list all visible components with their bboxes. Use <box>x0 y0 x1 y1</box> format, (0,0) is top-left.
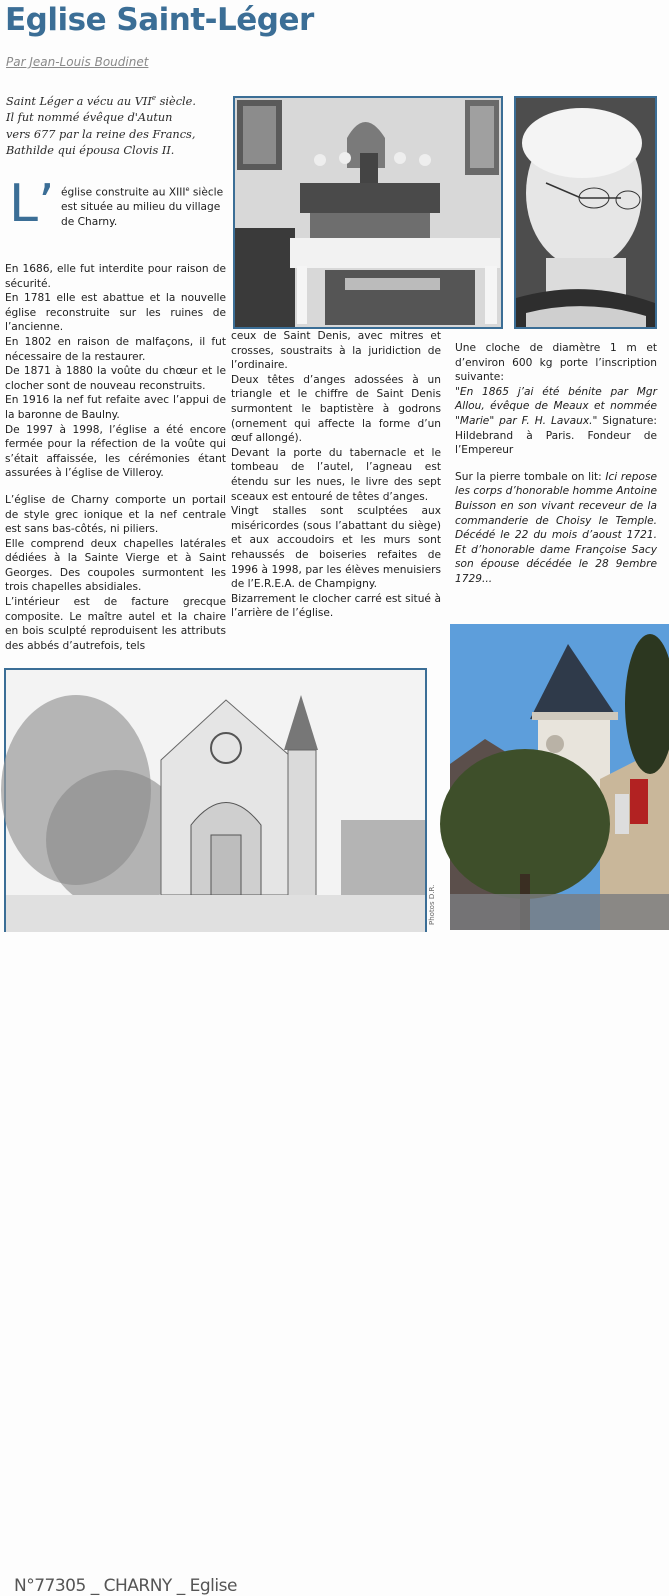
lead-line: Il fut nommé évêque d'Autun <box>6 111 173 125</box>
lead-sup: e <box>151 94 157 102</box>
paragraph <box>455 470 657 587</box>
paragraph: De 1871 à 1880 la voûte du chœur et le clocher sont de nouveau reconstruits. <box>5 365 226 392</box>
bell-inscription: "En 1865 j’ai été bénite par Mgr Allou, évêque de Meaux et nommée "Marie" par F. H. Lavaux." <box>455 385 657 427</box>
paragraph: Elle comprend deux chapelles latérales dédiées à la Sainte Vierge et à Saint Georges. Des coupoles surmontent les trois chapelles absidiales. <box>5 537 226 594</box>
lead-line: siècle. <box>156 94 196 108</box>
lead-paragraph <box>6 90 226 160</box>
drop-cap: L’ <box>9 174 55 234</box>
portrait-illustration <box>516 98 655 327</box>
bell-tower-photo <box>450 624 669 930</box>
paragraph <box>455 341 657 458</box>
paragraph: L’intérieur est de facture grecque composite. Le maître autel et la chaire en bois sculpté reproduisent les attributs des abbés d’autrefois, tels <box>5 596 226 652</box>
paragraph: En 1686, elle fut interdite pour raison de sécurité. <box>5 263 226 290</box>
column-3 <box>455 341 657 587</box>
lead-line: Saint Léger a vécu au VII <box>6 94 152 108</box>
column-1 <box>5 262 226 653</box>
lead-line: Bathilde qui épousa Clovis II. <box>6 144 175 158</box>
paragraph: ceux de Saint Denis, avec mitres et crosses, soustraits à la juridiction de l’ordinaire. <box>231 330 441 372</box>
photo-credit: Photos D.R. <box>428 884 436 925</box>
article-title: Eglise Saint-Léger <box>5 2 314 38</box>
bell-tower-illustration <box>450 624 669 930</box>
tomb-inscription: Ici repose les corps d’honorable homme Antoine Buisson en son vivant receveur de la commanderie de Choisy le Temple. Décédé le 22 du mois d’aoust 1721. Et d’honorable dame Françoise Sacy son épouse décédée le 28 9embre 1729... <box>455 470 657 585</box>
article-byline: Par Jean-Louis Boudinet <box>6 55 149 69</box>
author-portrait-photo <box>514 96 657 329</box>
drawing-caption: N°77305 _ CHARNY _ Eglise <box>14 1576 237 1596</box>
paragraph: Bizarrement le clocher carré est situé à l’arrière de l’église. <box>231 592 441 620</box>
paragraph: En 1802 en raison de malfaçons, il fut nécessaire de la restaurer. <box>5 335 226 363</box>
intro-sup: e <box>185 185 190 193</box>
bell-signature: Signature: Hildebrand à Paris. Fondeur de l’Empereur <box>455 414 657 457</box>
paragraph: Vingt stalles sont sculptées aux miséricordes (sous l’abattant du siège) et aux accoudoirs et les murs sont rehaussés de boiseries refaites de 1996 à 1998, par les élèves menuisiers de l’E.R.E.A. de Champigny. <box>231 505 441 591</box>
paragraph: De 1997 à 1998, l’église a été encore fermée pour la réfection de la voûte qui s’était affaissée, les cérémonies étant assurées à l’église de Villeroy. <box>5 423 226 480</box>
church-drawing <box>4 668 427 1596</box>
church-sketch <box>6 670 425 932</box>
paragraph: Devant la porte du tabernacle et le tombeau de l’autel, l’agneau est étendu sur les nues, le livre des sept sceaux est entouré de têtes d’anges. <box>231 446 441 503</box>
paragraph: L’église de Charny comporte un portail de style grec ionique et la nef centrale est sans bas-côtés, ni piliers. <box>5 493 226 536</box>
lead-line: vers 677 par la reine des Francs, <box>6 127 196 141</box>
paragraph: En 1781 elle est abattue et la nouvelle église reconstruite sur les ruines de l’ancienne. <box>5 292 226 334</box>
altar-illustration <box>235 98 501 327</box>
paragraph: Deux têtes d’anges adossées à un triangle et le chiffre de Saint Denis surmontent le baptistère à godrons (ornement qui affecte la forme d’un œuf allongé). <box>231 373 441 445</box>
tomb-intro: Sur la pierre tombale on lit: <box>455 470 606 483</box>
intro-paragraph <box>5 174 226 234</box>
column-2 <box>231 329 441 621</box>
intro-text: siècle est située au milieu du village de Charny. <box>61 186 224 228</box>
altar-photo <box>233 96 503 329</box>
bell-intro: Une cloche de diamètre 1 m et d’environ 600 kg porte l’inscription suivante: <box>455 342 657 384</box>
paragraph: En 1916 la nef fut refaite avec l’appui de la baronne de Baulny. <box>5 394 226 421</box>
intro-text: église construite au XIII <box>61 186 186 199</box>
